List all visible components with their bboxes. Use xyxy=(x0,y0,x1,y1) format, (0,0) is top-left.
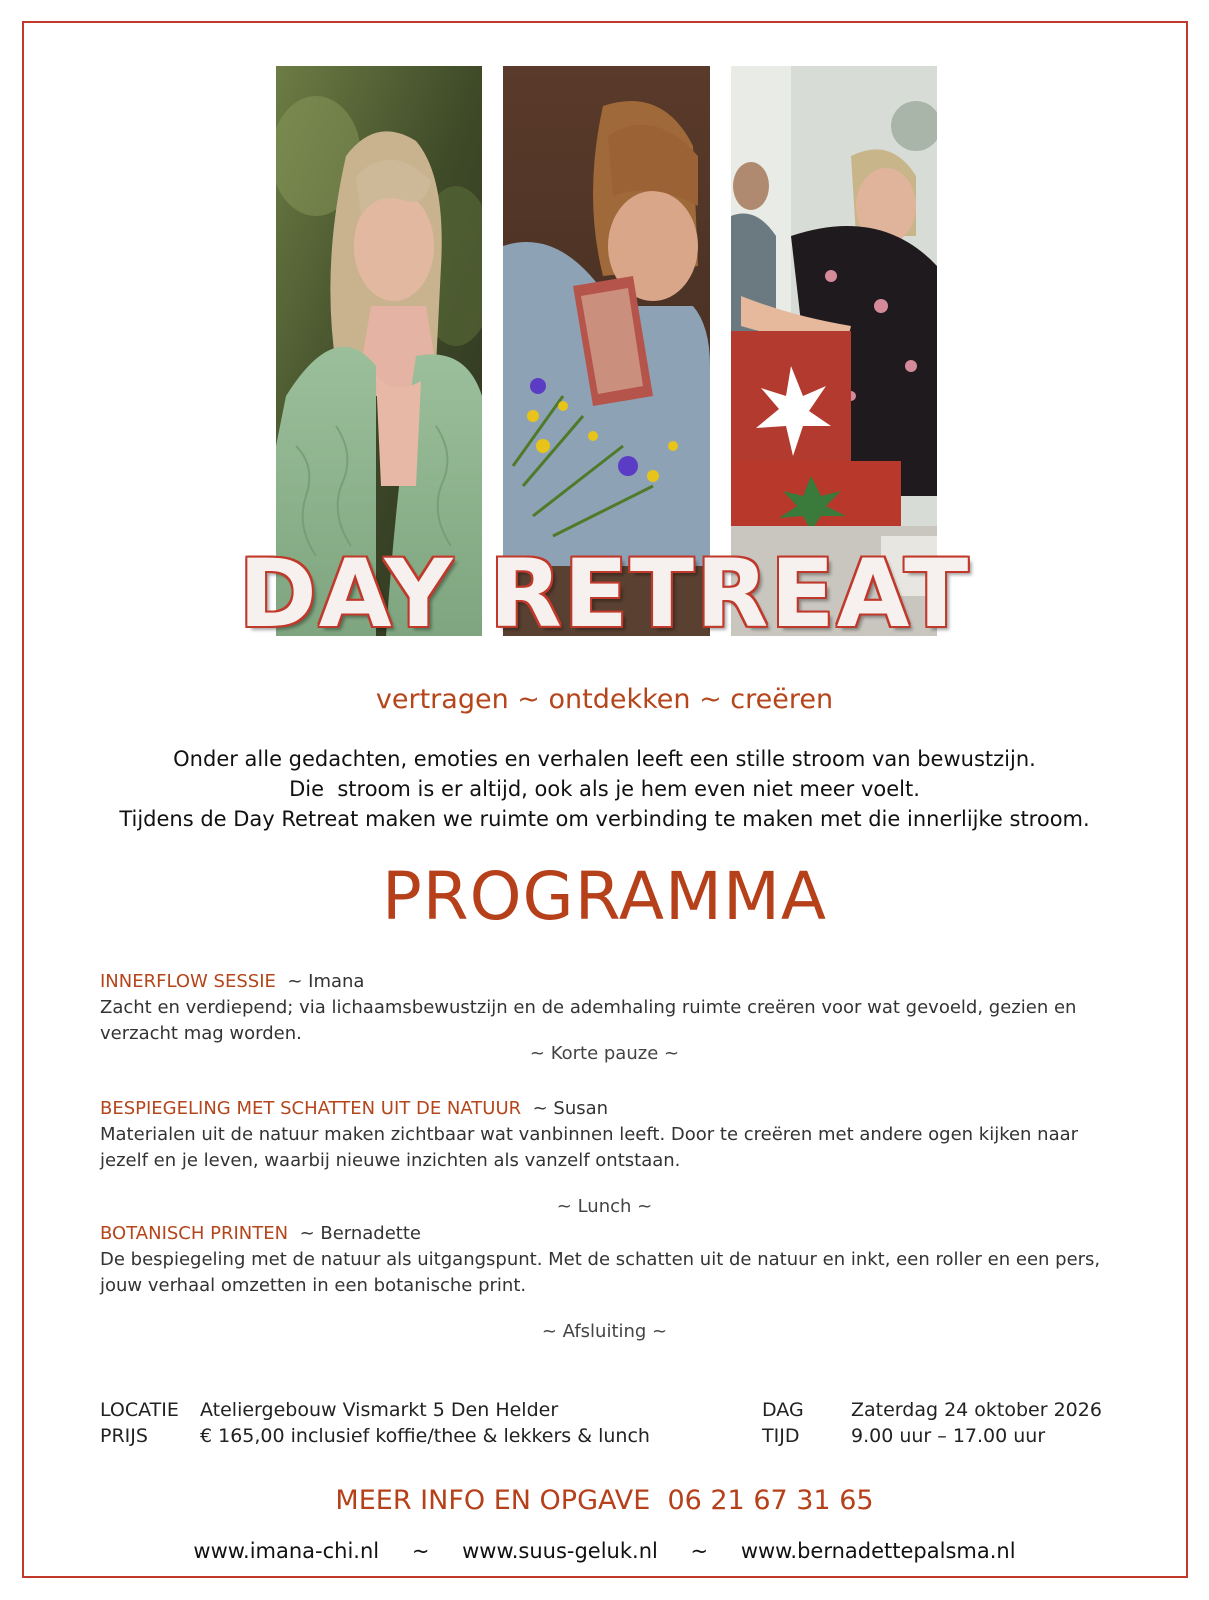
program-item-innerflow xyxy=(100,969,1110,1047)
program-item-title: BESPIEGELING MET SCHATTEN UIT DE NATUUR xyxy=(100,1098,522,1119)
program-item-description: De bespiegeling met de natuur als uitgangspunt. Met de schatten uit de natuur en inkt, een roller en een pers, jouw verhaal omzetten in een botanische print. xyxy=(100,1249,1101,1296)
link-separator: ~ xyxy=(690,1539,709,1563)
program-item-description: Materialen uit de natuur maken zichtbaar wat vanbinnen leeft. Door te creëren met andere ogen kijken naar jezelf en je leven, waarbij nieuwe inzichten als vanzelf ontstaan. xyxy=(100,1124,1079,1171)
day-label: DAG xyxy=(762,1399,804,1421)
time-value: 9.00 uur – 17.00 uur xyxy=(851,1425,1046,1447)
program-item-host: ~ Imana xyxy=(287,971,365,992)
intro-line: Onder alle gedachten, emoties en verhalen leeft een stille stroom van bewustzijn. xyxy=(173,747,1036,771)
location-value: Ateliergebouw Vismarkt 5 Den Helder xyxy=(200,1399,559,1421)
price-value: € 165,00 inclusief koffie/thee & lekkers & lunch xyxy=(200,1425,650,1447)
intro-line: Die stroom is er altijd, ook als je hem even niet meer voelt. xyxy=(289,777,920,801)
website-links xyxy=(0,1539,1209,1563)
link-suus-geluk[interactable]: www.suus-geluk.nl xyxy=(462,1539,658,1563)
page-title: DAY RETREAT xyxy=(238,540,971,649)
program-item-title: BOTANISCH PRINTEN xyxy=(100,1223,289,1244)
contact-info: MEER INFO EN OPGAVE 06 21 67 31 65 xyxy=(335,1485,874,1516)
price-label: PRIJS xyxy=(100,1425,148,1447)
program-item-description: Zacht en verdiepend; via lichaamsbewustzijn en de ademhaling ruimte creëren voor wat gevoeld, gezien en verzacht mag worden. xyxy=(100,997,1077,1044)
time-label: TIJD xyxy=(762,1425,800,1447)
location-label: LOCATIE xyxy=(100,1399,179,1421)
intro-line: Tijdens de Day Retreat maken we ruimte om verbinding te maken met die innerlijke stroom. xyxy=(119,807,1090,831)
subtitle: vertragen ~ ontdekken ~ creëren xyxy=(375,684,834,715)
link-bernadettepalsma[interactable]: www.bernadettepalsma.nl xyxy=(740,1539,1016,1563)
program-item-host: ~ Susan xyxy=(532,1098,609,1119)
program-item-botanisch xyxy=(100,1221,1110,1299)
program-heading: PROGRAMMA xyxy=(381,858,828,935)
intro-text xyxy=(0,744,1209,834)
program-item-title: INNERFLOW SESSIE xyxy=(100,971,276,992)
break-lunch: ~ Lunch ~ xyxy=(556,1196,653,1217)
break-short-pause: ~ Korte pauze ~ xyxy=(529,1043,680,1064)
link-imana-chi[interactable]: www.imana-chi.nl xyxy=(193,1539,380,1563)
day-value: Zaterdag 24 oktober 2026 xyxy=(851,1399,1102,1421)
break-closing: ~ Afsluiting ~ xyxy=(541,1321,668,1342)
program-item-bespiegeling xyxy=(100,1096,1110,1174)
program-item-host: ~ Bernadette xyxy=(299,1223,422,1244)
link-separator: ~ xyxy=(411,1539,430,1563)
